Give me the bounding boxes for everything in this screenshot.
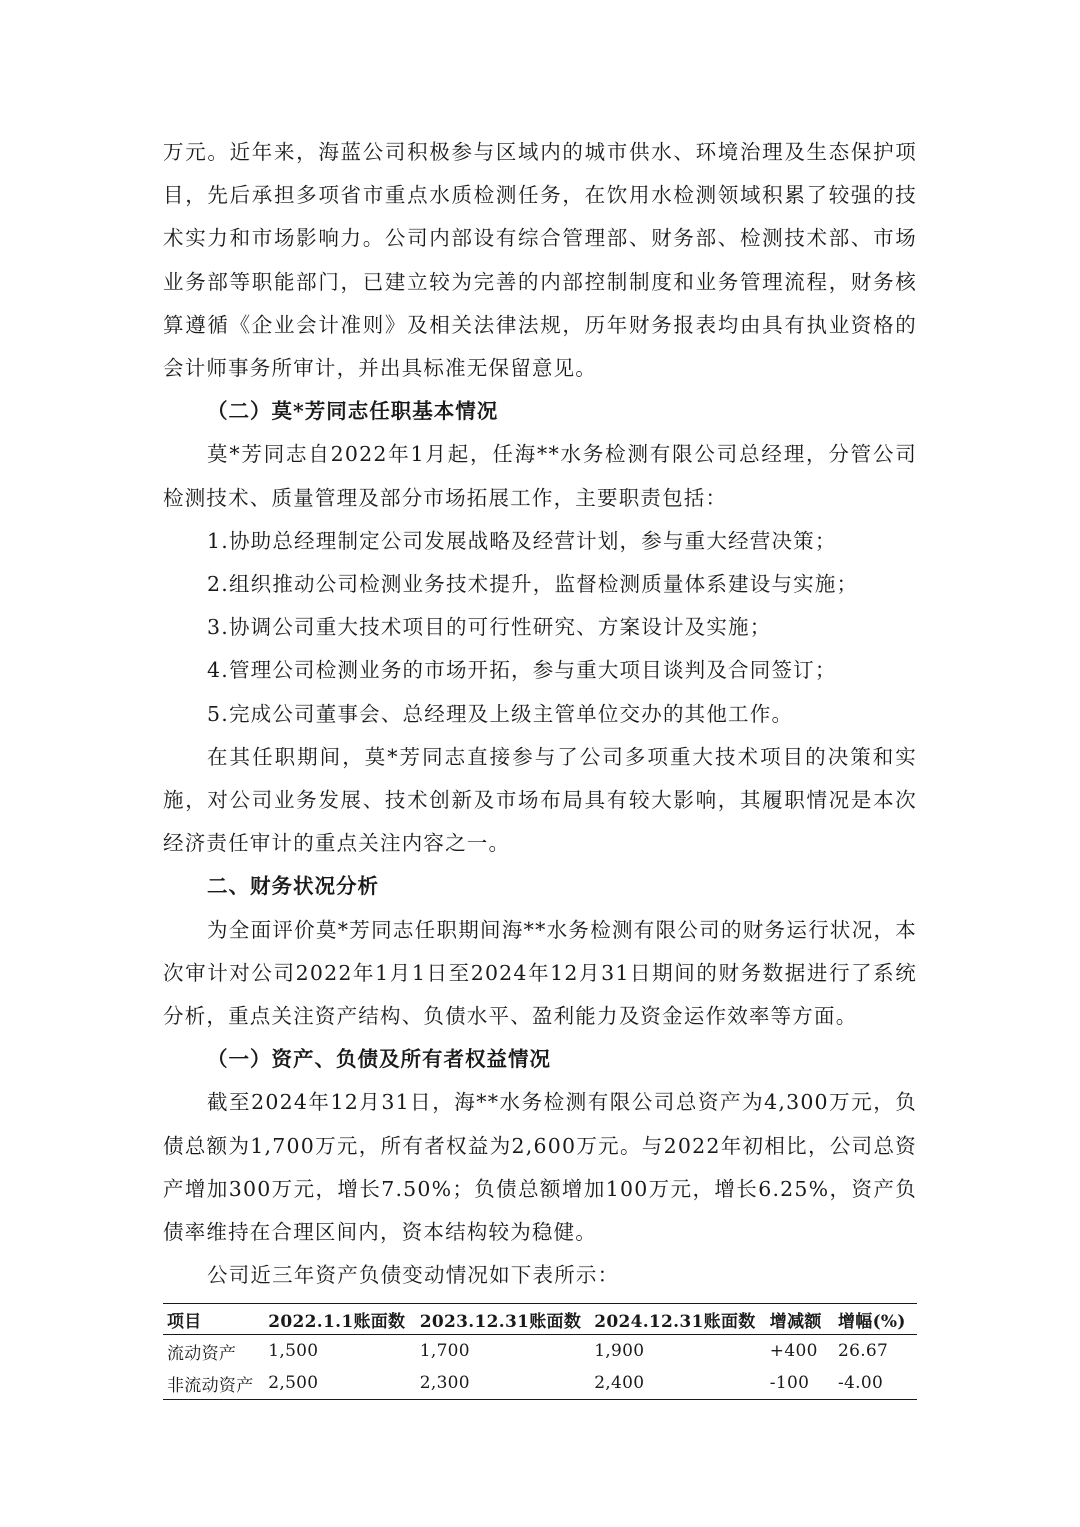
duty-item-5: 5.完成公司董事会、总经理及上级主管单位交办的其他工作。	[207, 701, 794, 726]
table-header-row	[163, 1304, 917, 1335]
table-cell: -4.00	[837, 1373, 884, 1394]
section-1-body: 截至2024年12月31日，海**水务检测有限公司总资产为4,300万元，负债总额为1,700万元，所有者权益为2,600万元。与2022年初相比，公司总资产增加300万元，增长7.50%；负债总额增加100万元，增长6.25%，资产负债率维持在合理区间内，资本结构较为稳健。	[163, 1090, 917, 1245]
duty-item-1: 1.协助总经理制定公司发展战略及经营计划，参与重大经营决策；	[207, 528, 837, 553]
header-change: 增减额	[769, 1311, 822, 1332]
table-cell: 2,500	[268, 1373, 319, 1394]
section-2-body: 莫*芳同志自2022年1月起，任海**水务检测有限公司总经理，分管公司检测技术、质量管理及部分市场拓展工作，主要职责包括：	[163, 442, 917, 510]
section-1-heading: （一）资产、负债及所有者权益情况	[207, 1047, 551, 1072]
duty-item-2: 2.组织推动公司检测业务技术提升，监督检测质量体系建设与实施；	[207, 572, 859, 597]
table-row	[163, 1367, 917, 1400]
document-page	[163, 131, 917, 1400]
table-cell: 流动资产	[167, 1343, 237, 1364]
header-item: 项目	[167, 1311, 202, 1332]
duty-item-4: 4.管理公司检测业务的市场开拓，参与重大项目谈判及合同签订；	[207, 658, 837, 683]
table-cell: 26.67	[837, 1341, 889, 1362]
header-2024: 2024.12.31账面数	[594, 1311, 756, 1332]
table-cell: -100	[769, 1373, 810, 1394]
tenure-summary-paragraph: 在其任职期间，莫*芳同志直接参与了公司多项重大技术项目的决策和实施，对公司业务发展、技术创新及市场布局具有较大影响，其履职情况是本次经济责任审计的重点关注内容之一。	[163, 744, 917, 856]
table-cell: 2,400	[594, 1373, 645, 1394]
table-cell: 1,500	[268, 1341, 319, 1362]
table-cell: 2,300	[419, 1373, 470, 1394]
table-cell: +400	[769, 1341, 818, 1362]
table-row	[163, 1335, 917, 1368]
header-change-pct: 增幅(%)	[837, 1311, 906, 1332]
balance-change-table	[163, 1303, 917, 1400]
table-intro: 公司近三年资产负债变动情况如下表所示：	[207, 1263, 620, 1288]
header-2023: 2023.12.31账面数	[419, 1311, 582, 1332]
intro-paragraph: 万元。近年来，海蓝公司积极参与区域内的城市供水、环境治理及生态保护项目，先后承担多项省市重点水质检测任务，在饮用水检测领域积累了较强的技术实力和市场影响力。公司内部设有综合管理部、财务部、检测技术部、市场业务部等职能部门，已建立较为完善的内部控制制度和业务管理流程，财务核算遵循《企业会计准则》及相关法律法规，历年财务报表均由具有执业资格的会计师事务所审计，并出具标准无保留意见。	[163, 140, 917, 381]
table-cell: 1,900	[594, 1341, 645, 1362]
chapter-2-body: 为全面评价莫*芳同志任职期间海**水务检测有限公司的财务运行状况，本次审计对公司2022年1月1日至2024年12月31日期间的财务数据进行了系统分析，重点关注资产结构、负债水平、盈利能力及资金运作效率等方面。	[163, 917, 917, 1029]
section-2-heading: （二）莫*芳同志任职基本情况	[207, 399, 499, 424]
table-cell: 1,700	[419, 1341, 470, 1362]
header-2022: 2022.1.1账面数	[268, 1311, 406, 1332]
duty-item-3: 3.协调公司重大技术项目的可行性研究、方案设计及实施；	[207, 615, 772, 640]
chapter-2-heading: 二、财务状况分析	[207, 874, 379, 899]
table-cell: 非流动资产	[167, 1375, 254, 1396]
